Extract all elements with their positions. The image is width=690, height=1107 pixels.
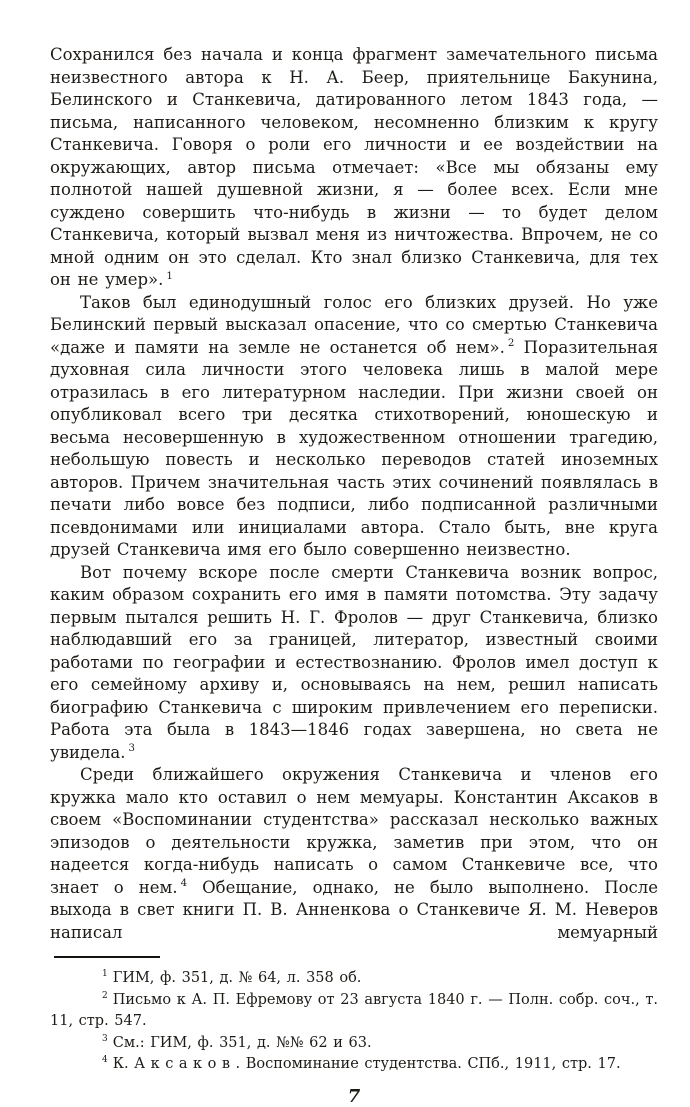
paragraph xyxy=(50,562,658,765)
text-run: Вот почему вскоре после смерти Станкевича возник вопрос, каким образом сохранить его имя в памяти потомства. Эту задачу первым пытался решить Н. Г. Фролов — друг Станкевича, близко наблюдавший его за границей, литератор, известный своими работами по географии и естествознанию. Фролов имел доступ к его семейному архиву и, основываясь на нем, решил написать биографию Станкевича с широким привлечением его переписки. Работа эта была в 1843—1846 годах завершена, но света не увидела. xyxy=(50,562,658,762)
paragraph xyxy=(50,44,658,292)
text-run: Обещание, однако, не было выполнено. После выхода в свет книги П. В. Анненкова о Станкевиче Я. М. Неверов написал мемуарный xyxy=(50,877,659,942)
footnote xyxy=(50,968,658,990)
text-run: Поразительная духовная сила личности этого человека лишь в малой мере отразилась в его литературном наследии. При жизни своей он опубликовал всего три десятка стихотворений, юношескую и весьма несовершенную в художественном отношении трагедию, небольшую повесть и несколько переводов статей иноземных авторов. Причем значительная часть этих сочинений появлялась в печати либо вовсе без подписи, либо подписанной различными псевдонимами или инициалами автора. Стало быть, вне круга друзей Станкевича имя его было совершенно неизвестно. xyxy=(50,337,658,559)
text-run: Письмо к А. П. Ефремову от 23 августа 1840 г. — Полн. собр. соч., т. 11, стр. 547. xyxy=(50,991,658,1029)
text-run: Сохранился без начала и конца фрагмент замечательного письма неизвестного автора к Н. А. Беер, приятельнице Бакунина, Белинского и Станкевича, датированного летом 1843 года, — письма, написанного человеком, несомненно близким к кругу Станкевича. Говоря о роли его личности и ее воздействии на окружающих, автор письма отмечает: «Все мы обязаны ему полнотой нашей душевной жизни, я — более всех. Если мне суждено совершить что-нибудь в жизни — то будет делом Станкевича, который вызвал меня из ничтожества. Впрочем, не со мной одним он это сделал. Кто знал близко Станкевича, для тех он не умер». xyxy=(50,45,658,289)
footnote-reference-marker: 3 xyxy=(128,743,135,754)
footnote xyxy=(50,1054,658,1076)
footnote xyxy=(50,1033,658,1055)
footnote-number: 1 xyxy=(102,969,108,980)
text-run: См.: ГИМ, ф. 351, д. №№ 62 и 63. xyxy=(112,1034,372,1051)
page-number: 7 xyxy=(347,1085,361,1107)
text-run: Таков был единодушный голос его близких друзей. Но уже Белинский первый высказал опасение, что со смертью Станкевича «даже и памяти на земле не останется об нем». xyxy=(50,292,658,357)
footnote-number: 4 xyxy=(102,1055,108,1066)
footnote-separator-rule xyxy=(54,956,160,958)
text-run: К. xyxy=(112,1056,135,1072)
letterspaced-text-run: Аксаков xyxy=(134,1056,236,1072)
footnote-reference-marker: 4 xyxy=(180,878,188,889)
text-run: ГИМ, ф. 351, д. № 64, л. 358 об. xyxy=(112,970,362,986)
text-run: . Воспоминание студентства. СПб., 1911, стр. 17. xyxy=(235,1056,621,1072)
page-body xyxy=(50,44,658,944)
footnotes-section xyxy=(50,968,658,1076)
footnote-reference-marker: 2 xyxy=(507,338,515,349)
footnote-reference-marker: 1 xyxy=(166,270,173,282)
paragraph xyxy=(50,764,658,944)
footnote xyxy=(50,990,658,1033)
footnote-number: 2 xyxy=(102,990,108,1001)
footnote-number: 3 xyxy=(102,1033,108,1044)
text-run: Среди ближайшего окружения Станкевича и членов его кружка мало кто оставил о нем мемуары. Константин Аксаков в своем «Воспоминании студентства» рассказал несколько важных эпизодов о деятельности кружка, заметив при этом, что он надеется когда-нибудь написать о самом Станкевиче все, что знает о нем. xyxy=(50,765,658,897)
paragraph xyxy=(50,292,658,562)
